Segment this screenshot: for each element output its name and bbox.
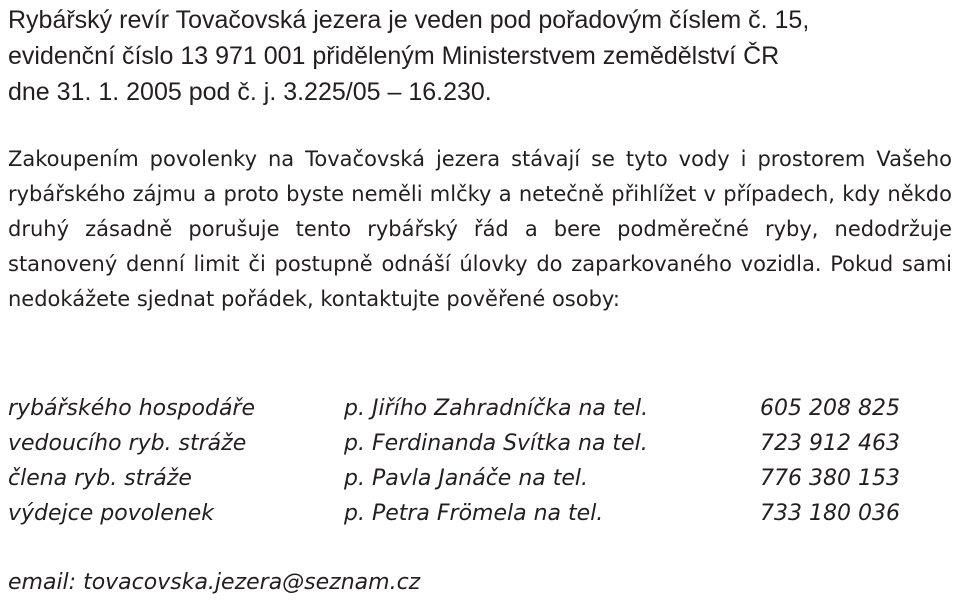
body-paragraph: Zakoupením povolenky na Tovačovská jezera stávají se tyto vody i prostorem Vašeho rybářského zájmu a proto byste neměli mlčky a netečně přihlížet v případech, kdy někdo druhý zásadně porušuje tento rybářský řád a bere podměrečné ryby, nedodržuje stanovený denní limit či postupně odnáší úlovky do zaparkovaného vozidla. Pokud sami nedokážete sjednat pořádek, kontaktujte pověřené osoby:: [8, 147, 952, 311]
intro-block: [8, 2, 952, 110]
contact-row: [8, 461, 952, 496]
contact-role: rybářského hospodáře: [8, 396, 256, 421]
contact-person: p. Jiřího Zahradníčka na tel.: [344, 396, 649, 421]
contact-role: výdejce povolenek: [8, 501, 215, 526]
contact-row: [8, 391, 952, 426]
contact-phone: 776 380 153: [760, 466, 900, 491]
contact-person: p. Pavla Janáče na tel.: [344, 466, 589, 491]
contact-row: [8, 496, 952, 531]
contacts-list: [8, 391, 952, 531]
contact-person: p. Petra Frömela na tel.: [344, 501, 604, 526]
intro-line: dne 31. 1. 2005 pod č. j. 3.225/05 – 16.230.: [8, 78, 492, 106]
contact-phone: 733 180 036: [760, 501, 900, 526]
contact-role: člena ryb. stráže: [8, 466, 192, 491]
intro-line: evidenční číslo 13 971 001 přiděleným Ministerstvem zemědělství ČR: [8, 42, 780, 70]
contact-phone: 605 208 825: [760, 396, 900, 421]
contact-row: [8, 426, 952, 461]
contact-phone: 723 912 463: [760, 431, 900, 456]
contact-person: p. Ferdinanda Svítka na tel.: [344, 431, 648, 456]
intro-line: Rybářský revír Tovačovská jezera je veden pod pořadovým číslem č. 15,: [8, 6, 810, 34]
contact-email: email: tovacovska.jezera@seznam.cz: [8, 570, 421, 595]
contact-role: vedoucího ryb. stráže: [8, 431, 247, 456]
